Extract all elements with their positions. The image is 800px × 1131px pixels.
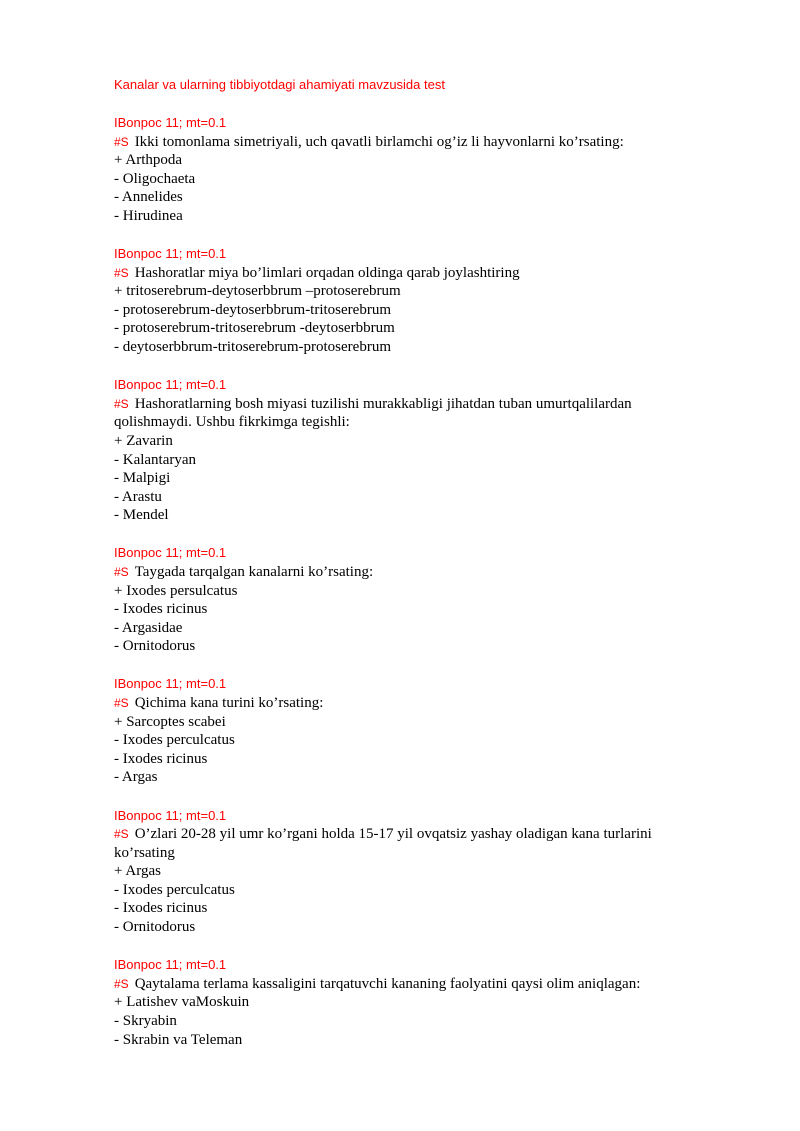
question-header: IBonpoc 11; mt=0.1	[114, 676, 227, 692]
question-text	[114, 694, 704, 713]
question-block	[114, 376, 760, 525]
question-text	[114, 563, 704, 582]
answer-option: + Sarcoptes scabei	[114, 713, 226, 730]
question-text	[114, 264, 704, 283]
answer-option: - Ornitodorus	[114, 638, 196, 655]
question-body: O’zlari 20-28 yil umr ko’rgani holda 15-17 yil ovqatsiz yashay oladigan kana turlarini ko’rsating	[114, 826, 652, 861]
question-block	[114, 245, 760, 357]
question-body: Qichima kana turini ko’rsating:	[134, 695, 324, 712]
question-marker: #S	[114, 696, 129, 711]
question-block	[114, 956, 760, 1049]
question-marker: #S	[114, 396, 129, 411]
answer-option: - Arastu	[114, 488, 162, 505]
answer-option: - Ixodes ricinus	[114, 750, 208, 767]
answer-option: + Arthpoda	[114, 152, 183, 169]
question-block	[114, 544, 760, 656]
question-text	[114, 825, 704, 862]
question-marker: #S	[114, 976, 129, 991]
answer-option: + tritoserebrum-deytoserbbrum –protoserebrum	[114, 283, 401, 300]
answer-option: + Latishev vaMoskuin	[114, 994, 250, 1011]
question-block	[114, 675, 760, 787]
answer-option: - Argasidae	[114, 619, 183, 636]
question-header: IBonpoc 11; mt=0.1	[114, 377, 227, 393]
answer-option: - Oligochaeta	[114, 170, 196, 187]
answer-option: - Ixodes perculcatus	[114, 732, 235, 749]
question-text	[114, 975, 704, 994]
answer-option: - Hirudinea	[114, 207, 183, 224]
answer-option: + Ixodes persulcatus	[114, 582, 238, 599]
answer-option: - Mendel	[114, 507, 169, 524]
question-list	[114, 114, 760, 1049]
question-header: IBonpoc 11; mt=0.1	[114, 957, 227, 973]
question-body: Hashoratlar miya bo’limlari orqadan oldinga qarab joylashtiring	[134, 264, 520, 281]
question-body: Ikki tomonlama simetriyali, uch qavatli birlamchi og’iz li hayvonlarni ko’rsating:	[134, 133, 624, 150]
question-marker: #S	[114, 134, 129, 149]
question-header: IBonpoc 11; mt=0.1	[114, 545, 227, 561]
answer-option: - Annelides	[114, 189, 183, 206]
answer-option: - Ixodes ricinus	[114, 601, 208, 618]
answer-option: - Skryabin	[114, 1012, 177, 1029]
answer-option: + Argas	[114, 863, 161, 880]
question-body: Taygada tarqalgan kanalarni ko’rsating:	[134, 563, 374, 580]
answer-option: - Kalantaryan	[114, 451, 197, 468]
question-marker: #S	[114, 265, 129, 280]
question-text	[114, 395, 704, 432]
question-block	[114, 807, 760, 937]
question-block	[114, 114, 760, 226]
answer-option: - Malpigi	[114, 470, 171, 487]
answer-option: - Ixodes perculcatus	[114, 881, 235, 898]
question-marker: #S	[114, 564, 129, 579]
answer-option: - Skrabin va Teleman	[114, 1031, 243, 1048]
question-header: IBonpoc 11; mt=0.1	[114, 115, 227, 130]
answer-option: - Ixodes ricinus	[114, 900, 208, 917]
question-body: Hashoratlarning bosh miyasi tuzilishi murakkabligi jihatdan tuban umurtqalilardan qolishmaydi. Ushbu fikrkimga tegishli:	[114, 395, 632, 431]
question-body: Qaytalama terlama kassaligini tarqatuvchi kananing faolyatini qaysi olim aniqlagan:	[134, 975, 641, 992]
question-header: IBonpoc 11; mt=0.1	[114, 246, 227, 262]
answer-option: - protoserebrum-tritoserebrum -deytoserbbrum	[114, 320, 395, 337]
answer-option: - Ornitodorus	[114, 919, 196, 936]
question-text	[114, 133, 704, 152]
document-title: Kanalar va ularning tibbiyotdagi ahamiyati mavzusida test	[114, 77, 445, 92]
question-marker: #S	[114, 827, 129, 842]
answer-option: + Zavarin	[114, 432, 173, 449]
question-header: IBonpoc 11; mt=0.1	[114, 807, 227, 823]
answer-option: - deytoserbbrum-tritoserebrum-protoserebrum	[114, 339, 391, 356]
answer-option: - Argas	[114, 769, 158, 786]
answer-option: - protoserebrum-deytoserbbrum-tritoserebrum	[114, 301, 391, 318]
